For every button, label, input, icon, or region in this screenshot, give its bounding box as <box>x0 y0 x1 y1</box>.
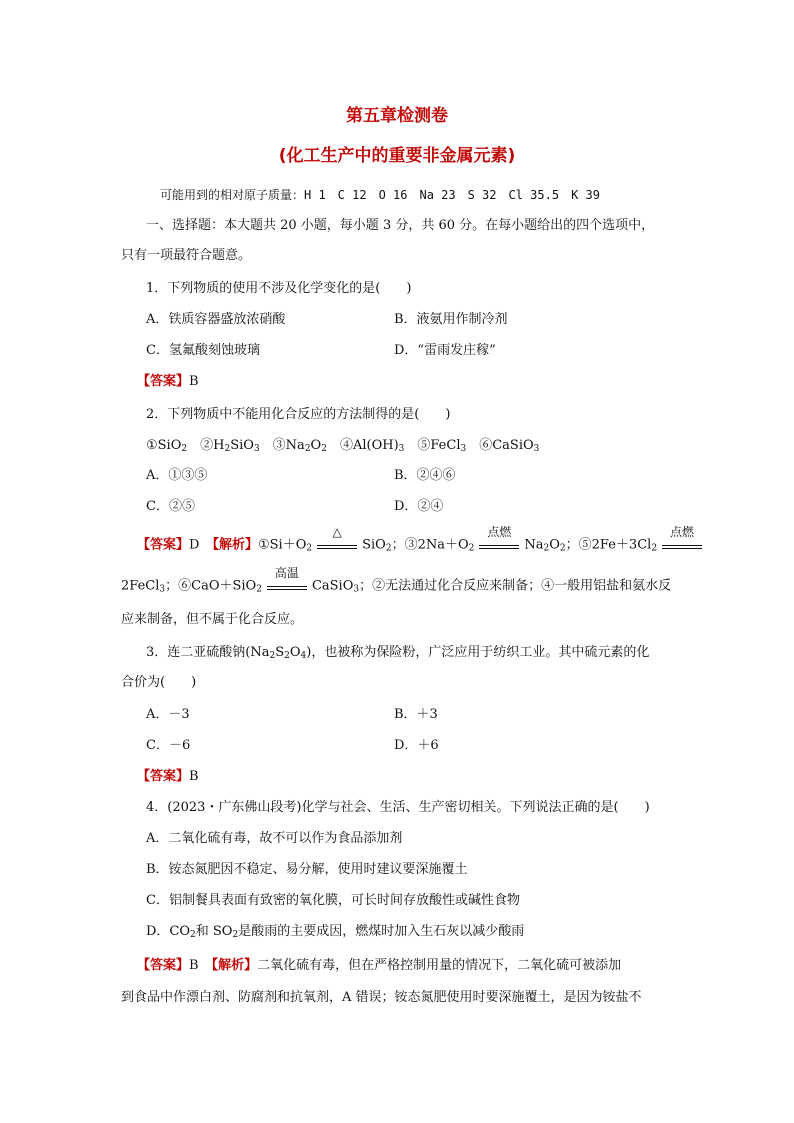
question-4-explanation-line-2: 到食品中作漂白剂、防腐剂和抗氧剂，A 错误；铵态氮肥使用时要深施覆土，是因为铵盐不 <box>121 990 642 1005</box>
question-4-stem: 4．(2023・广东佛山段考)化学与社会、生活、生产密切相关。下列说法正确的是( ) <box>146 800 650 815</box>
question-1-answer <box>137 372 199 392</box>
high-temp-condition-sign: 高温 <box>264 576 310 596</box>
question-3-option-c: C．－6 <box>146 738 191 753</box>
page-title: 第五章检测卷 <box>346 106 448 126</box>
question-4-explanation-line-1: 【答案】B 【解析】二氧化硫有毒，但在严格控制用量的情况下，二氧化硫可被添加 <box>137 958 622 973</box>
question-1-option-c: C．氢氟酸刻蚀玻璃 <box>146 343 260 358</box>
question-3-stem-line-2: 合价为( ) <box>121 675 197 690</box>
question-3-option-d: D．＋6 <box>394 738 439 753</box>
question-1-option-a: A．铁质容器盛放浓硝酸 <box>146 312 286 327</box>
question-2-explanation-line-3: 应来制备，但不属于化合反应。 <box>121 612 304 627</box>
question-3-option-b: B．＋3 <box>394 707 438 722</box>
question-2-option-b: B．②④⑥ <box>394 468 456 483</box>
question-2-option-a: A．①③⑤ <box>146 468 208 483</box>
question-1-stem: 1．下列物质的使用不涉及化学变化的是( ) <box>146 281 412 296</box>
question-2-items: ①SiO$_2$ $②H_2SiO_3$ $③Na_2O_2$ $④Al(OH)_3$ ⑤FeCl$_3$ ⑥CaSiO$_3$ <box>146 438 540 454</box>
question-3-option-a: A．－3 <box>146 707 190 722</box>
question-4-option-a: A．二氧化硫有毒，故不可以作为食品添加剂 <box>146 831 403 846</box>
question-2-option-c: C．②⑤ <box>146 499 195 514</box>
section-instructions-line-1: 一、选择题：本大题共 20 小题，每小题 3 分，共 60 分。在每小题给出的四个选项中， <box>146 218 655 233</box>
heat-condition-sign: △ <box>314 535 360 555</box>
answer-value: B <box>189 374 199 389</box>
question-3-answer: 【答案】B <box>137 769 199 784</box>
question-2-explanation-line-1: 【答案】D 【解析】$①Si+O_2$ △ SiO$_2$；$③2Na+O_2$ 点燃 $Na_2O_2$；$⑤2Fe+3Cl_2$ 点燃 <box>137 535 707 556</box>
question-2-stem: 2．下列物质中不能用化合反应的方法制得的是( ) <box>146 407 451 422</box>
question-2-option-d: D．②④ <box>394 499 444 514</box>
atomic-masses-line: 可能用到的相对原子质量：H 1 C 12 O 16 Na 23 S 32 Cl 35.5 K 39 <box>160 188 600 202</box>
ignite-condition-sign: 点燃 <box>476 535 522 555</box>
question-4-option-b: B．铵态氮肥因不稳定、易分解，使用时建议要深施覆土 <box>146 862 468 877</box>
question-4-option-c: C．铝制餐具表面有致密的氧化膜，可长时间存放酸性或碱性食物 <box>146 893 520 908</box>
question-1-option-d: D．“雷雨发庄稼” <box>394 343 496 358</box>
question-4-option-d: D．$CO_2$和 $SO_2$是酸雨的主要成因，燃煤时加入生石灰以减少酸雨 <box>146 924 525 940</box>
page-subtitle: (化工生产中的重要非金属元素) <box>278 146 516 166</box>
question-3-stem: 3．连二亚硫酸钠$(Na_2S_2O_4)$，也被称为保险粉，广泛应用于纺织工业。其中硫元素的化 <box>146 645 650 661</box>
question-1-option-b: B．液氨用作制冷剂 <box>394 312 508 327</box>
ignite-condition-sign-2: 点燃 <box>659 535 705 555</box>
answer-tag: 【答案】 <box>137 374 190 389</box>
question-2-explanation-line-2: 2FeCl$_3$；⑥CaO＋SiO$_2$ 高温 CaSiO$_3$；②无法通过化合反应来制备；④一般用铝盐和氨水反 <box>121 566 672 595</box>
section-instructions-line-2: 只有一项最符合题意。 <box>121 248 252 263</box>
